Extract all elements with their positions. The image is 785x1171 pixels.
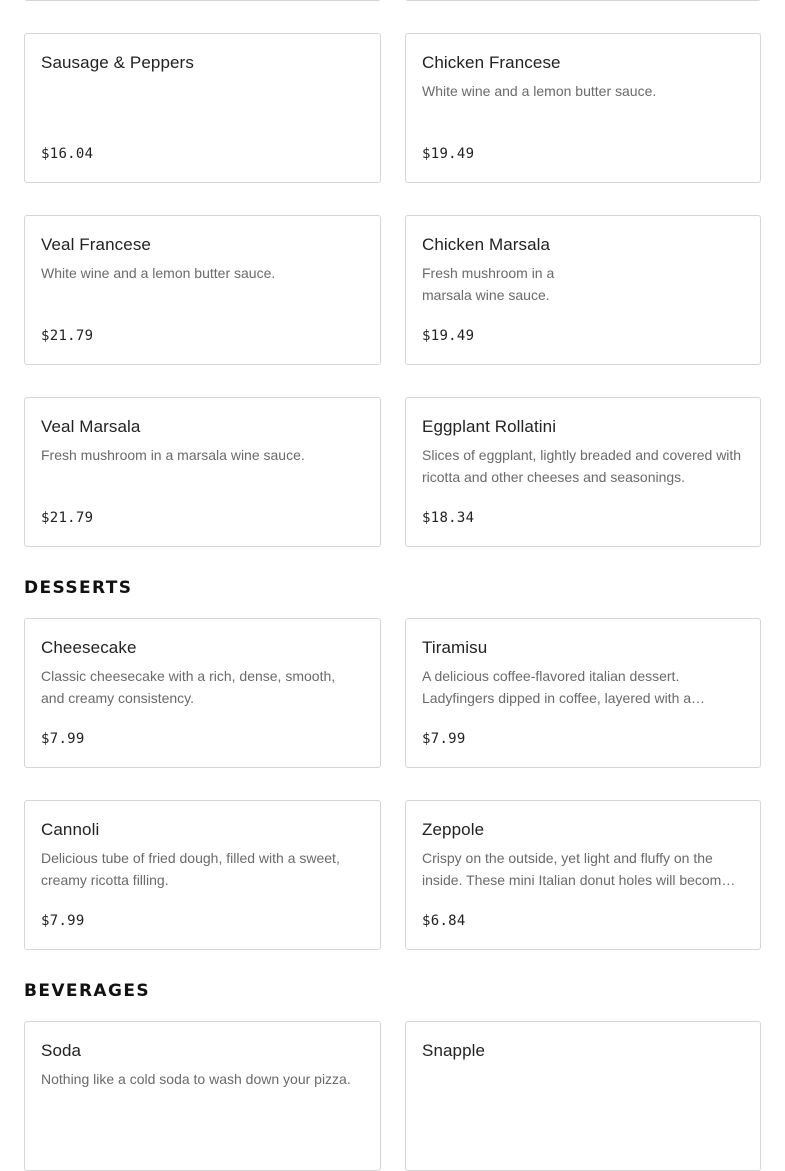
menu-item-card[interactable] (405, 1021, 761, 1171)
menu-item-description: Nothing like a cold soda to wash down your pizza. (41, 1071, 351, 1087)
menu-item-price: $21.79 (41, 510, 94, 526)
menu-item-card[interactable] (24, 397, 381, 547)
menu-item-name: Cheesecake (41, 638, 137, 657)
menu-item-name: Chicken Marsala (422, 235, 551, 254)
menu-item-name: Zeppole (422, 820, 485, 839)
menu-item-description: White wine and a lemon butter sauce. (422, 83, 657, 99)
menu-item-card[interactable] (24, 800, 381, 950)
menu-grid-desserts (24, 618, 785, 950)
menu-item-card[interactable] (405, 618, 761, 768)
menu-item-card[interactable] (405, 215, 761, 365)
menu-item-description: A delicious coffee-flavored italian dessert. Ladyfingers dipped in coffee, layered with a (422, 668, 692, 706)
menu-item-name: Chicken Francese (422, 53, 561, 72)
menu-grid-beverages (24, 1021, 785, 1171)
menu-item-card[interactable] (405, 397, 761, 547)
menu-item-price: $7.99 (41, 731, 85, 747)
menu-item-card[interactable] (24, 0, 381, 1)
menu-item-description: Fresh mushroom in a marsala wine sauce. (422, 265, 555, 303)
menu-item-card[interactable] (405, 33, 761, 183)
menu-item-price: $16.04 (41, 146, 94, 162)
menu-item-description: Classic cheesecake with a rich, dense, smooth, and creamy consistency. (41, 668, 336, 706)
menu-item-card[interactable] (24, 215, 381, 365)
menu-item-name: Tiramisu (422, 638, 488, 657)
menu-item-card[interactable] (24, 33, 381, 183)
menu-item-card[interactable] (24, 618, 381, 768)
menu-item-name: Snapple (422, 1041, 486, 1060)
menu-item-description: Fresh mushroom in a marsala wine sauce. (41, 447, 305, 463)
section-title-desserts: DESSERTS (24, 578, 133, 598)
menu-item-card[interactable] (24, 1021, 381, 1171)
menu-item-price: $18.34 (422, 510, 475, 526)
menu-item-card[interactable] (405, 0, 761, 1)
menu-item-price: $7.99 (41, 913, 85, 929)
menu-item-description: White wine and a lemon butter sauce. (41, 265, 276, 281)
menu-item-description: Crispy on the outside, yet light and fluffy on the inside. These mini Italian donut holes will become (422, 850, 730, 888)
menu-item-price: $19.49 (422, 146, 475, 162)
menu-item-price: $19.49 (422, 328, 475, 344)
menu-grid-entrees (24, 0, 785, 547)
menu-item-name: Cannoli (41, 820, 100, 839)
menu-item-name: Soda (41, 1041, 82, 1060)
menu-item-name: Veal Marsala (41, 417, 141, 436)
menu-item-name: Eggplant Rollatini (422, 417, 557, 436)
section-title-beverages: BEVERAGES (24, 981, 150, 1001)
menu-item-price: $6.84 (422, 913, 466, 929)
menu-item-name: Sausage & Peppers (41, 53, 194, 72)
menu-item-name: Veal Francese (41, 235, 151, 254)
menu-item-description: Slices of eggplant, lightly breaded and covered with ricotta and other cheeses and seasonings. (422, 447, 742, 485)
menu-item-description: Delicious tube of fried dough, filled with a sweet, creamy ricotta filling. (41, 850, 340, 888)
menu-item-price: $21.79 (41, 328, 94, 344)
menu-item-card[interactable] (405, 800, 761, 950)
menu-item-price: $7.99 (422, 731, 466, 747)
